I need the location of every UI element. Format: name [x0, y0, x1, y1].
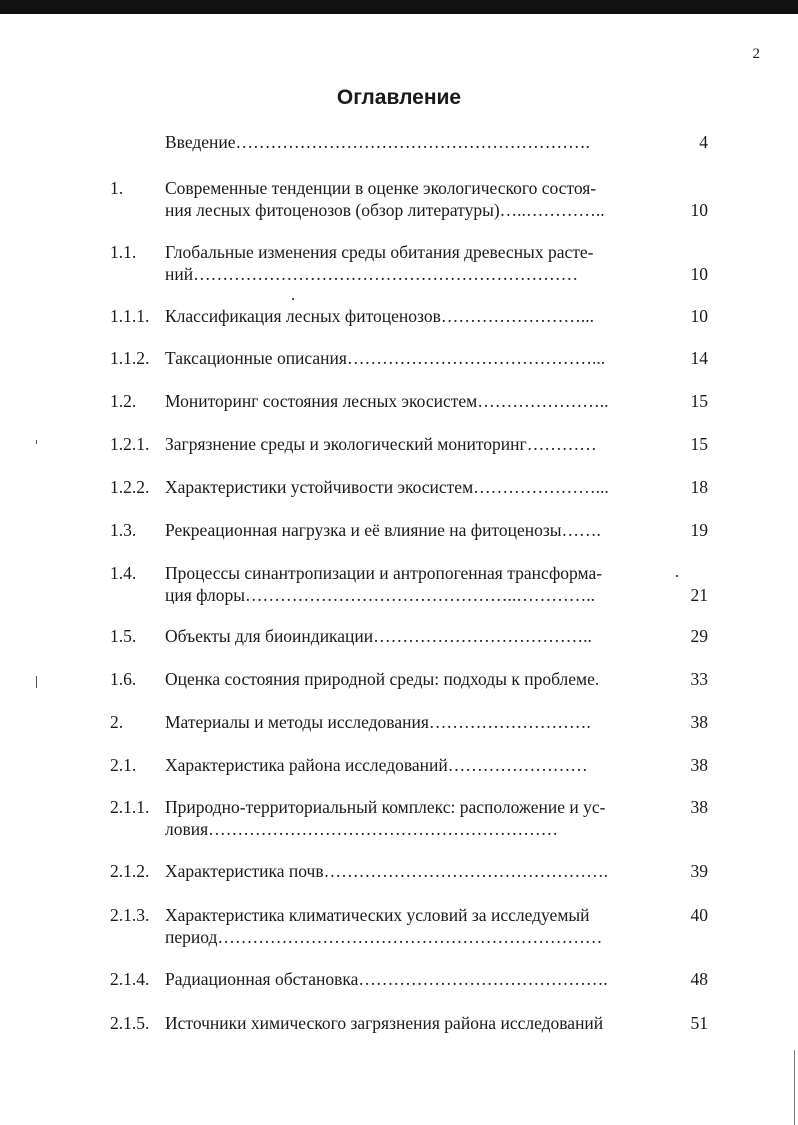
toc-entry-page: 39: [690, 861, 708, 881]
toc-entry-number: 2.: [110, 712, 124, 732]
toc-entry-title: Процессы синантропизации и антропогенная трансформа- ция флоры………………………………………..…………..: [165, 563, 603, 605]
toc-entry-title: Рекреационная нагрузка и её влияние на фитоценозы…….: [165, 520, 601, 540]
toc-entry-number: 1.1.: [110, 242, 137, 262]
toc-entry-page: 38: [690, 712, 708, 732]
toc-entry-title: Загрязнение среды и экологический мониторинг…………: [165, 434, 597, 454]
toc-entry-title: Таксационные описания……………………………………...: [165, 348, 606, 368]
toc-entry-title: Классификация лесных фитоценозов……………………...: [165, 306, 594, 326]
toc-entry-number: 1.2.: [110, 391, 137, 411]
toc-entry-title: Мониторинг состояния лесных экосистем…………………..: [165, 391, 609, 411]
toc-entry-number: 2.1.: [110, 755, 137, 775]
toc-entry-page: 18: [690, 477, 708, 497]
toc-entry-number: 2.1.1.: [110, 797, 150, 817]
toc-entry-page: 48: [690, 969, 708, 989]
toc-entry-page: 51: [690, 1013, 708, 1033]
scan-speck: [36, 676, 37, 688]
toc-entry-title: Материалы и методы исследования……………………….: [165, 712, 591, 732]
toc-entry-number: 1.5.: [110, 626, 137, 646]
toc-entry-page: 4: [699, 132, 708, 152]
toc-entry-number: 1.: [110, 178, 124, 198]
toc-entry-title: Природно-территориальный комплекс: расположение и ус- ловия……………………………………………………: [165, 797, 606, 839]
toc-entry-title: Источники химического загрязнения района исследований: [165, 1013, 604, 1033]
toc-entry-title: Характеристика почв………………………………………….: [165, 861, 608, 881]
scan-speck: [292, 298, 294, 300]
toc-entry-page: 21: [690, 585, 708, 605]
toc-entry-title: Характеристика района исследований……………………: [165, 755, 588, 775]
scan-edge-line: [794, 1050, 795, 1125]
toc-entry-number: 2.1.5.: [110, 1013, 150, 1033]
scan-speck: [36, 440, 37, 444]
toc-entry-page: 19: [690, 520, 708, 540]
toc-entry-title: Современные тенденции в оценке экологического состоя- ния лесных фитоценозов (обзор литературы)…..…………..: [165, 178, 605, 220]
toc-entry-title: Оценка состояния природной среды: подходы к проблеме.: [165, 669, 600, 689]
toc-entry-page: 38: [690, 797, 708, 817]
toc-entry-title: Введение…………………………………………………….: [165, 132, 590, 152]
toc-entry-page: 10: [690, 306, 708, 326]
scan-top-border: [0, 0, 798, 14]
page-title: Оглавление: [336, 86, 462, 109]
toc-entry-number: 2.1.3.: [110, 905, 150, 925]
toc-entry-title: Объекты для биоиндикации………………………………..: [165, 626, 592, 646]
page-number: 2: [752, 46, 760, 62]
toc-entry-page: 10: [690, 264, 708, 284]
toc-entry-page: 40: [690, 905, 708, 925]
toc-entry-page: 10: [690, 200, 708, 220]
scan-speck: [676, 575, 678, 577]
toc-entry-title: Радиационная обстановка…………………………………….: [165, 969, 608, 989]
toc-entry-title: Характеристика климатических условий за исследуемый период…………………………………………………………: [165, 905, 603, 947]
toc-entry-number: 1.1.2.: [110, 348, 150, 368]
toc-entry-title: Глобальные изменения среды обитания древесных расте- ний…………………………………………………………: [165, 242, 594, 284]
toc-entry-number: 1.2.2.: [110, 477, 150, 497]
toc-entry-title: Характеристики устойчивости экосистем…………………...: [165, 477, 609, 497]
toc-entry-number: 1.2.1.: [110, 434, 150, 454]
toc-entry-page: 29: [690, 626, 708, 646]
toc-entry-number: 2.1.4.: [110, 969, 150, 989]
toc-entry-page: 15: [690, 391, 708, 411]
toc-entry-number: 2.1.2.: [110, 861, 150, 881]
toc-entry-page: 33: [690, 669, 708, 689]
toc-entry-page: 14: [690, 348, 708, 368]
toc-entry-number: 1.4.: [110, 563, 137, 583]
toc-entry-page: 38: [690, 755, 708, 775]
toc-entry-number: 1.1.1.: [110, 306, 150, 326]
toc-entry-number: 1.3.: [110, 520, 137, 540]
toc-entry-number: 1.6.: [110, 669, 137, 689]
toc-entry-page: 15: [690, 434, 708, 454]
